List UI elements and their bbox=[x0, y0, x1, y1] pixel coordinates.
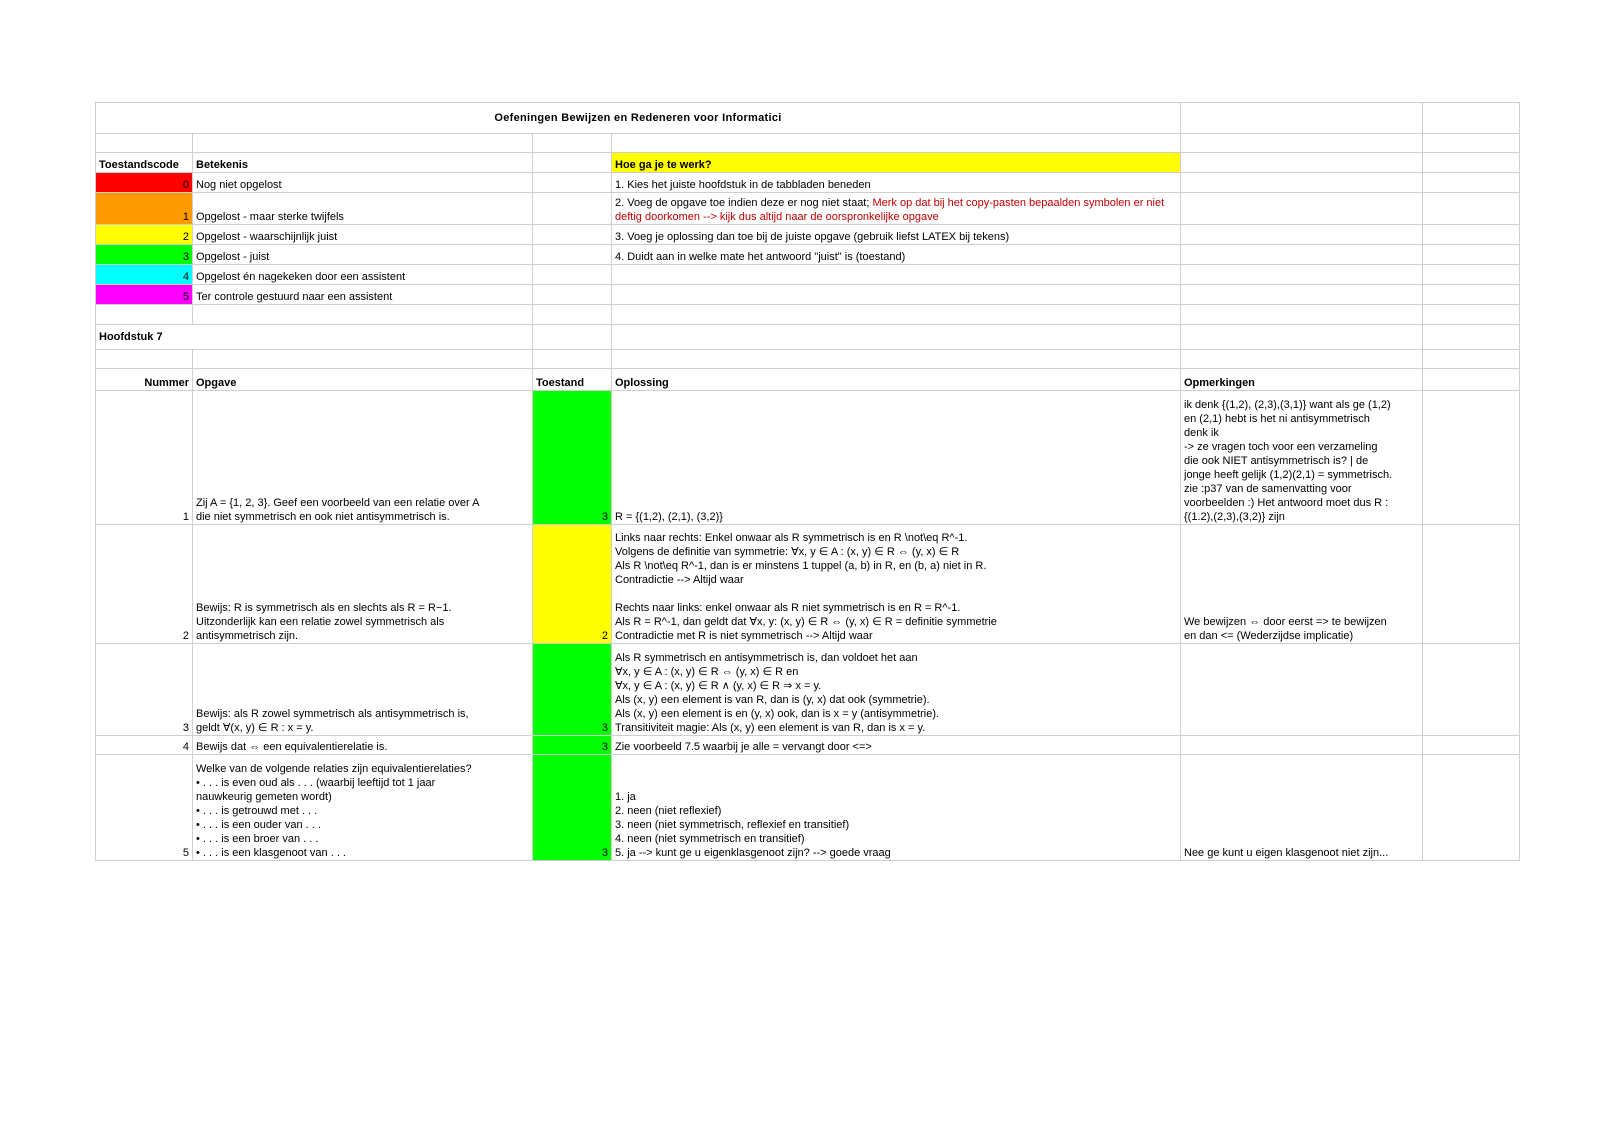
empty-cell[interactable] bbox=[533, 134, 612, 153]
empty-cell[interactable] bbox=[612, 265, 1181, 285]
legend-label-5: Ter controle gestuurd naar een assistent bbox=[193, 285, 533, 305]
legend-meaning-header: Betekenis bbox=[193, 153, 533, 173]
howto-step-1: 1. Kies het juiste hoofdstuk in de tabbladen beneden bbox=[612, 173, 1181, 193]
empty-cell[interactable] bbox=[1423, 103, 1520, 134]
empty-cell[interactable] bbox=[96, 350, 193, 369]
empty-cell[interactable] bbox=[1423, 173, 1520, 193]
empty-cell[interactable] bbox=[1423, 305, 1520, 325]
chapter-heading: Hoofdstuk 7 bbox=[96, 325, 533, 350]
column-header-nummer: Nummer bbox=[96, 369, 193, 391]
exercise-remarks[interactable] bbox=[1181, 644, 1423, 736]
empty-cell[interactable] bbox=[533, 325, 612, 350]
table-row bbox=[96, 525, 1520, 644]
legend-code-4: 4 bbox=[96, 265, 193, 285]
legend-code-3: 3 bbox=[96, 245, 193, 265]
howto-step-2 bbox=[612, 193, 1181, 225]
column-header-oplossing: Oplossing bbox=[612, 369, 1181, 391]
sheet-title: Oefeningen Bewijzen en Redeneren voor Informatici bbox=[96, 103, 1181, 134]
empty-cell[interactable] bbox=[1423, 369, 1520, 391]
table-row bbox=[96, 644, 1520, 736]
empty-cell[interactable] bbox=[533, 193, 612, 225]
empty-cell[interactable] bbox=[1181, 193, 1423, 225]
exercise-number[interactable]: 2 bbox=[96, 525, 193, 644]
empty-cell[interactable] bbox=[1181, 245, 1423, 265]
empty-cell[interactable] bbox=[1423, 265, 1520, 285]
exercise-number[interactable]: 3 bbox=[96, 644, 193, 736]
empty-cell[interactable] bbox=[1423, 391, 1520, 525]
howto-step-2-text: 2. Voeg de opgave toe indien deze er nog niet staat; bbox=[615, 197, 873, 209]
empty-cell[interactable] bbox=[1423, 350, 1520, 369]
empty-cell[interactable] bbox=[612, 350, 1181, 369]
empty-cell[interactable] bbox=[533, 245, 612, 265]
exercise-remarks[interactable]: Nee ge kunt u eigen klasgenoot niet zijn... bbox=[1181, 755, 1423, 861]
exercise-number[interactable]: 1 bbox=[96, 391, 193, 525]
legend-label-2: Opgelost - waarschijnlijk juist bbox=[193, 225, 533, 245]
legend-label-0: Nog niet opgelost bbox=[193, 173, 533, 193]
empty-cell[interactable] bbox=[612, 285, 1181, 305]
exercise-solution[interactable]: Links naar rechts: Enkel onwaar als R symmetrisch is en R \not\eq R^-1. Volgens de definitie van symmetrie: ∀x, y ∈ A : (x, y) ∈ R ⇔ (y, x) ∈ R Als R \not\eq R^-1, dan is er minstens 1 tuppel (a, b) in R, en (b, a) niet in R. Contradictie --> Altijd waar Rechts naar links: enkel onwaar als R niet symmetrisch is en R = R^-1. Als R = R^-1, dan geldt dat ∀x, y: (x, y) ∈ R ⇔ (y, x) ∈ R = definitie symmetrie Contradictie met R is niet symmetrisch --> Altijd waar bbox=[612, 525, 1181, 644]
empty-cell[interactable] bbox=[612, 134, 1181, 153]
empty-cell[interactable] bbox=[1423, 153, 1520, 173]
empty-cell[interactable] bbox=[533, 285, 612, 305]
empty-cell[interactable] bbox=[1423, 525, 1520, 644]
empty-cell[interactable] bbox=[1423, 285, 1520, 305]
empty-cell[interactable] bbox=[1423, 644, 1520, 736]
empty-cell[interactable] bbox=[1423, 325, 1520, 350]
legend-label-4: Opgelost én nagekeken door een assistent bbox=[193, 265, 533, 285]
exercise-status[interactable]: 3 bbox=[533, 391, 612, 525]
empty-cell[interactable] bbox=[1181, 173, 1423, 193]
empty-cell[interactable] bbox=[533, 173, 612, 193]
empty-cell[interactable] bbox=[1423, 736, 1520, 755]
table-row bbox=[96, 755, 1520, 861]
empty-cell[interactable] bbox=[1181, 350, 1423, 369]
column-header-toestand: Toestand bbox=[533, 369, 612, 391]
howto-step-3: 3. Voeg je oplossing dan toe bij de juiste opgave (gebruik liefst LATEX bij tekens) bbox=[612, 225, 1181, 245]
empty-cell[interactable] bbox=[612, 325, 1181, 350]
empty-cell[interactable] bbox=[1181, 265, 1423, 285]
empty-cell[interactable] bbox=[1181, 285, 1423, 305]
exercise-solution[interactable]: 1. ja 2. neen (niet reflexief) 3. neen (niet symmetrisch, reflexief en transitief) 4. neen (niet symmetrisch en transitief) 5. ja --> kunt ge u eigenklasgenoot zijn? --> goede vraag bbox=[612, 755, 1181, 861]
legend-code-1: 1 bbox=[96, 193, 193, 225]
legend-code-2: 2 bbox=[96, 225, 193, 245]
exercise-question[interactable]: Bewijs: R is symmetrisch als en slechts als R = R−1. Uitzonderlijk kan een relatie zowel symmetrisch als antisymmetrisch zijn. bbox=[193, 525, 533, 644]
legend-label-1: Opgelost - maar sterke twijfels bbox=[193, 193, 533, 225]
legend-code-0: 0 bbox=[96, 173, 193, 193]
empty-cell[interactable] bbox=[193, 305, 533, 325]
exercise-solution[interactable]: Zie voorbeeld 7.5 waarbij je alle = vervangt door <=> bbox=[612, 736, 1181, 755]
empty-cell[interactable] bbox=[96, 134, 193, 153]
exercise-question[interactable]: Zij A = {1, 2, 3}. Geef een voorbeeld van een relatie over A die niet symmetrisch en ook niet antisymmetrisch is. bbox=[193, 391, 533, 525]
empty-cell[interactable] bbox=[1423, 755, 1520, 861]
empty-cell[interactable] bbox=[1181, 153, 1423, 173]
empty-cell[interactable] bbox=[1423, 134, 1520, 153]
empty-cell[interactable] bbox=[533, 305, 612, 325]
column-header-opmerkingen: Opmerkingen bbox=[1181, 369, 1423, 391]
empty-cell[interactable] bbox=[533, 265, 612, 285]
empty-cell[interactable] bbox=[1423, 225, 1520, 245]
exercise-solution[interactable]: R = {(1,2), (2,1), (3,2)} bbox=[612, 391, 1181, 525]
exercise-question[interactable]: Bewijs: als R zowel symmetrisch als antisymmetrisch is, geldt ∀(x, y) ∈ R : x = y. bbox=[193, 644, 533, 736]
empty-cell[interactable] bbox=[1423, 193, 1520, 225]
exercise-number[interactable]: 4 bbox=[96, 736, 193, 755]
empty-cell[interactable] bbox=[533, 153, 612, 173]
empty-cell[interactable] bbox=[193, 350, 533, 369]
empty-cell[interactable] bbox=[612, 305, 1181, 325]
howto-step-4: 4. Duidt aan in welke mate het antwoord "juist" is (toestand) bbox=[612, 245, 1181, 265]
table-row bbox=[96, 391, 1520, 525]
legend-code-5: 5 bbox=[96, 285, 193, 305]
exercise-remarks[interactable]: We bewijzen ⇔ door eerst => te bewijzen en dan <= (Wederzijdse implicatie) bbox=[1181, 525, 1423, 644]
empty-cell[interactable] bbox=[1423, 245, 1520, 265]
exercise-question[interactable]: Welke van de volgende relaties zijn equivalentierelaties? • . . . is even oud als . . . (waarbij leeftijd tot 1 jaar nauwkeurig gemeten wordt) • . . . is getrouwd met . . . • . . . is een ouder van . . . • . . . is een broer van . . . • . . . is een klasgenoot van . . . bbox=[193, 755, 533, 861]
empty-cell[interactable] bbox=[1181, 325, 1423, 350]
exercise-status[interactable]: 3 bbox=[533, 736, 612, 755]
howto-step-2-warning: Merk op dat bij het copy-pasten bepaalden symbolen er niet deftig doorkomen --> kijk dus altijd naar de oorspronkelijke opgave bbox=[615, 197, 1165, 223]
howto-header: Hoe ga je te werk? bbox=[612, 153, 1181, 173]
empty-cell[interactable] bbox=[1181, 103, 1423, 134]
exercise-remarks[interactable]: ik denk {(1,2), (2,3),(3,1)} want als ge (1,2) en (2,1) hebt is het ni antisymmetrisch denk ik -> ze vragen toch voor een verzameling die ook NIET antisymmetrisch is? | de jonge heeft gelijk (1,2)(2,1) = symmetrisch. zie :p37 van de samenvatting voor voorbeelden :) Het antwoord moet dus R : {(1.2),(2,3),(3,2)} zijn bbox=[1181, 391, 1423, 525]
empty-cell[interactable] bbox=[1181, 305, 1423, 325]
legend-code-header: Toestandscode bbox=[96, 153, 193, 173]
exercise-status[interactable]: 3 bbox=[533, 644, 612, 736]
empty-cell[interactable] bbox=[533, 350, 612, 369]
spreadsheet-table bbox=[95, 102, 1520, 861]
empty-cell[interactable] bbox=[533, 225, 612, 245]
empty-cell[interactable] bbox=[1181, 225, 1423, 245]
table-row bbox=[96, 736, 1520, 755]
exercise-remarks[interactable] bbox=[1181, 736, 1423, 755]
exercise-status[interactable]: 3 bbox=[533, 755, 612, 861]
empty-cell[interactable] bbox=[96, 305, 193, 325]
exercise-number[interactable]: 5 bbox=[96, 755, 193, 861]
legend-label-3: Opgelost - juist bbox=[193, 245, 533, 265]
exercise-solution[interactable]: Als R symmetrisch en antisymmetrisch is, dan voldoet het aan ∀x, y ∈ A : (x, y) ∈ R ⇔ (y, x) ∈ R en ∀x, y ∈ A : (x, y) ∈ R ∧ (y, x) ∈ R ⇒ x = y. Als (x, y) een element is van R, dan is (y, x) dat ook (symmetrie). Als (x, y) een element is en (y, x) ook, dan is x = y (antisymmetrie). Transitiviteit magie: Als (x, y) een element is van R, dan is x = y. bbox=[612, 644, 1181, 736]
exercise-status[interactable]: 2 bbox=[533, 525, 612, 644]
exercise-question[interactable]: Bewijs dat ⇔ een equivalentierelatie is. bbox=[193, 736, 533, 755]
empty-cell[interactable] bbox=[193, 134, 533, 153]
empty-cell[interactable] bbox=[1181, 134, 1423, 153]
column-header-opgave: Opgave bbox=[193, 369, 533, 391]
